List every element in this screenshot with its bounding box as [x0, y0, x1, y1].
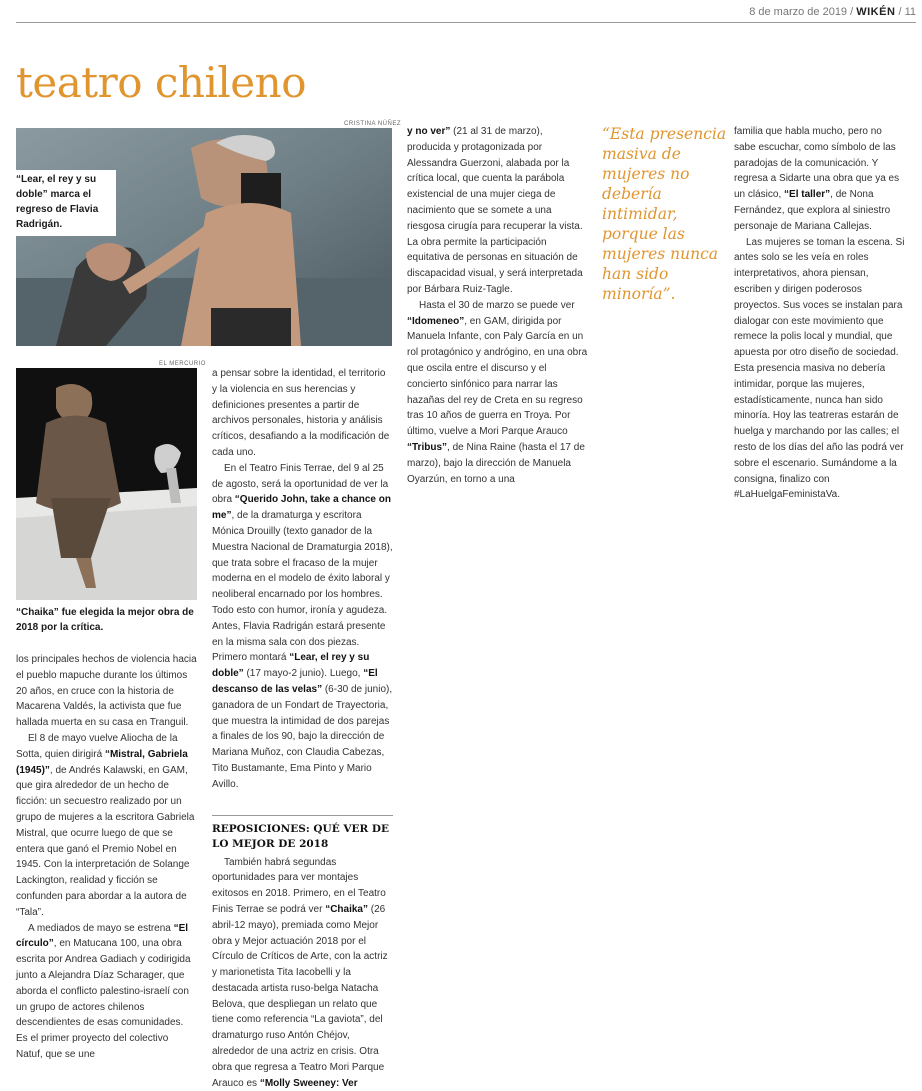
article-column-5 [734, 124, 906, 503]
issue-date: 8 de marzo de 2019 / [749, 6, 854, 18]
col5-paragraph-2: Las mujeres se toman la escena. Si antes solo se les veía en roles interpretativos, ahora piensan, escriben y dirigen poderosos proyectos. Sus voces se instalan para dialogar con este movimiento que remece la polis local y mundial, que apuesta por otro diseño de sociedad. Esta presencia masiva no debería intimidar, porque las mujeres, estadísticamente, nunca han sido minoría. Hoy las teatreras estarán de huelga y marchando por las calles; el resto de los días del año las podrá ver sobre el escenario. Sumándome a la consigna, finalizo con #LaHuelgaFeministaVa. [734, 236, 905, 501]
col3-paragraph-2: Hasta el 30 de marzo se puede ver “Idomeneo”, en GAM, dirigida por Manuela Infante, con Paly García en un rol protagónico y andrógino, en una obra que oscila entre el discurso y el concierto sinfónico para narrar las hazañas del rey de Creta en su regreso tras 10 años de guerra en Troya. Por último, vuelve a Mori Parque Arauco “Tribus”, de Nina Raine (hasta el 17 de marzo), bajo la dirección de Manuela Oyarzún, en torno a una [407, 299, 588, 485]
page-number: / 11 [898, 6, 916, 18]
photo2-credit: EL MERCURIO [159, 361, 206, 367]
photo-lear [16, 128, 392, 346]
article-column-1 [16, 652, 197, 1063]
photo-chaika-image [16, 368, 197, 600]
section-title: teatro chileno [16, 58, 306, 107]
col5-paragraph-1: familia que habla mucho, pero no sabe escuchar, como símbolo de las paradojas de la comunicación. Y regresa a Sidarte una obra que ya es un clásico, “El taller”, de Nona Fernández, que explora al siniestro personaje de Mariana Callejas. [734, 126, 900, 232]
article-column-3 [407, 124, 588, 487]
page-header [749, 6, 916, 18]
col3-paragraph-1: y no ver” (21 al 31 de marzo), producida y protagonizada por Alessandra Guerzoni, alabada por la crítica local, que cuenta la parábola existencial de una mujer ciega de nacimiento que se somete a una riesgosa cirugía para recuperar la vista. La obra permite la participación equitativa de personas en situación de discapacidad visual, y será interpretada por Bárbara Ruiz-Tagle. [407, 126, 583, 295]
col1-paragraph-2: El 8 de mayo vuelve Aliocha de la Sotta, quien dirigirá “Mistral, Gabriela (1945)”, de Andrés Kalawski, en GAM, que gira alrededor de un hecho de ficción: un secuestro realizado por un grupo de mujeres a la escritora Gabriela Mistral, que ocurre luego de que se entera que ganó el Premio Nobel en 1945. Con la interpretación de Solange Lackington, realidad y ficción se confunden para abordar a la autora de “Tala”. [16, 732, 195, 918]
photo-lear-image [16, 128, 392, 346]
col2-paragraph-1: a pensar sobre la identidad, el territorio y la violencia en sus herencias y definiciones presentes a partir de archivos personales, historia y análisis críticos, desafiando a la modificación de cada uno. [212, 368, 390, 458]
photo1-credit: CRISTINA NÚÑEZ [344, 121, 402, 127]
brand-logo: WIKÉN [856, 6, 896, 18]
col2-paragraph-2: En el Teatro Finis Terrae, del 9 al 25 de agosto, será la oportunidad de ver la obra “Querido John, take a chance on me”, de la dramaturga y escritora Mónica Drouilly (texto ganador de la Muestra Nacional de Dramaturgia 2018), que trata sobre el fracaso de la mujer moderna en el modelo de éxito laboral y neoliberal encarnado por los hombres. Todo esto con humor, ironía y agudeza. Antes, Flavia Radrigán estará presente en la misma sala con dos piezas. Primero montará “Lear, el rey y su doble” (17 mayo-2 junio). Luego, “El descanso de las velas” (6-30 de junio), ganadora de un Fondart de Trayectoria, que muestra la intimidad de dos parejas a finales de los 90, bajo la dirección de Mariana Muñoz, con Claudia Cabezas, Tito Bustamante, Ema Pinto y Mario Avillo. [212, 462, 393, 790]
pull-quote: “Esta presencia masiva de mujeres no debería intimidar, porque las mujeres nunca han sido minoría”. [602, 125, 727, 303]
col2-paragraph-3: También habrá segundas oportunidades para ver montajes exitosos en 2018. Primero, en el Teatro Finis Terrae se podrá ver “Chaika” (26 abril-12 mayo), premiada como Mejor obra y Mejor actuación 2018 por el Círculo de Críticos de Arte, con la actriz y marionetista Tita Iacobelli y la destacada artista ruso-belga Natacha Belova, que despliegan un relato que tiene como referencia “La gaviota”, del dramaturgo ruso Antón Chéjov, alrededor de una actriz en crisis. Otra obra que regresa a Teatro Mori Parque Arauco es “Molly Sweeney: Ver [212, 856, 388, 1089]
reposiciones-subhead: REPOSICIONES: QUÉ VER DE LO MEJOR DE 2018 [212, 815, 393, 852]
photo2-caption: “Chaika” fue elegida la mejor obra de 2018 por la crítica. [16, 607, 194, 633]
photo-chaika [16, 368, 197, 600]
col1-paragraph-3: A mediados de mayo se estrena “El círculo”, en Matucana 100, una obra escrita por Andrea Gadiach y codirigida junto a Alejandra Díaz Scharager, que aborda el conflicto palestino-israelí con un grupo de actores chilenos descendientes de esas comunidades. Es el primer proyecto del colectivo Natuf, que se une [16, 922, 191, 1060]
article-column-2 [212, 366, 393, 1091]
col1-paragraph-1: los principales hechos de violencia hacia el pueblo mapuche durante los últimos 20 años, en cruce con la historia de Macarena Valdés, la activista que fue hallada muerta en su casa en Tranguil. [16, 654, 197, 729]
header-rule [16, 22, 916, 23]
photo1-caption: “Lear, el rey y su doble” marca el regreso de Flavia Radrigán. [16, 170, 116, 236]
